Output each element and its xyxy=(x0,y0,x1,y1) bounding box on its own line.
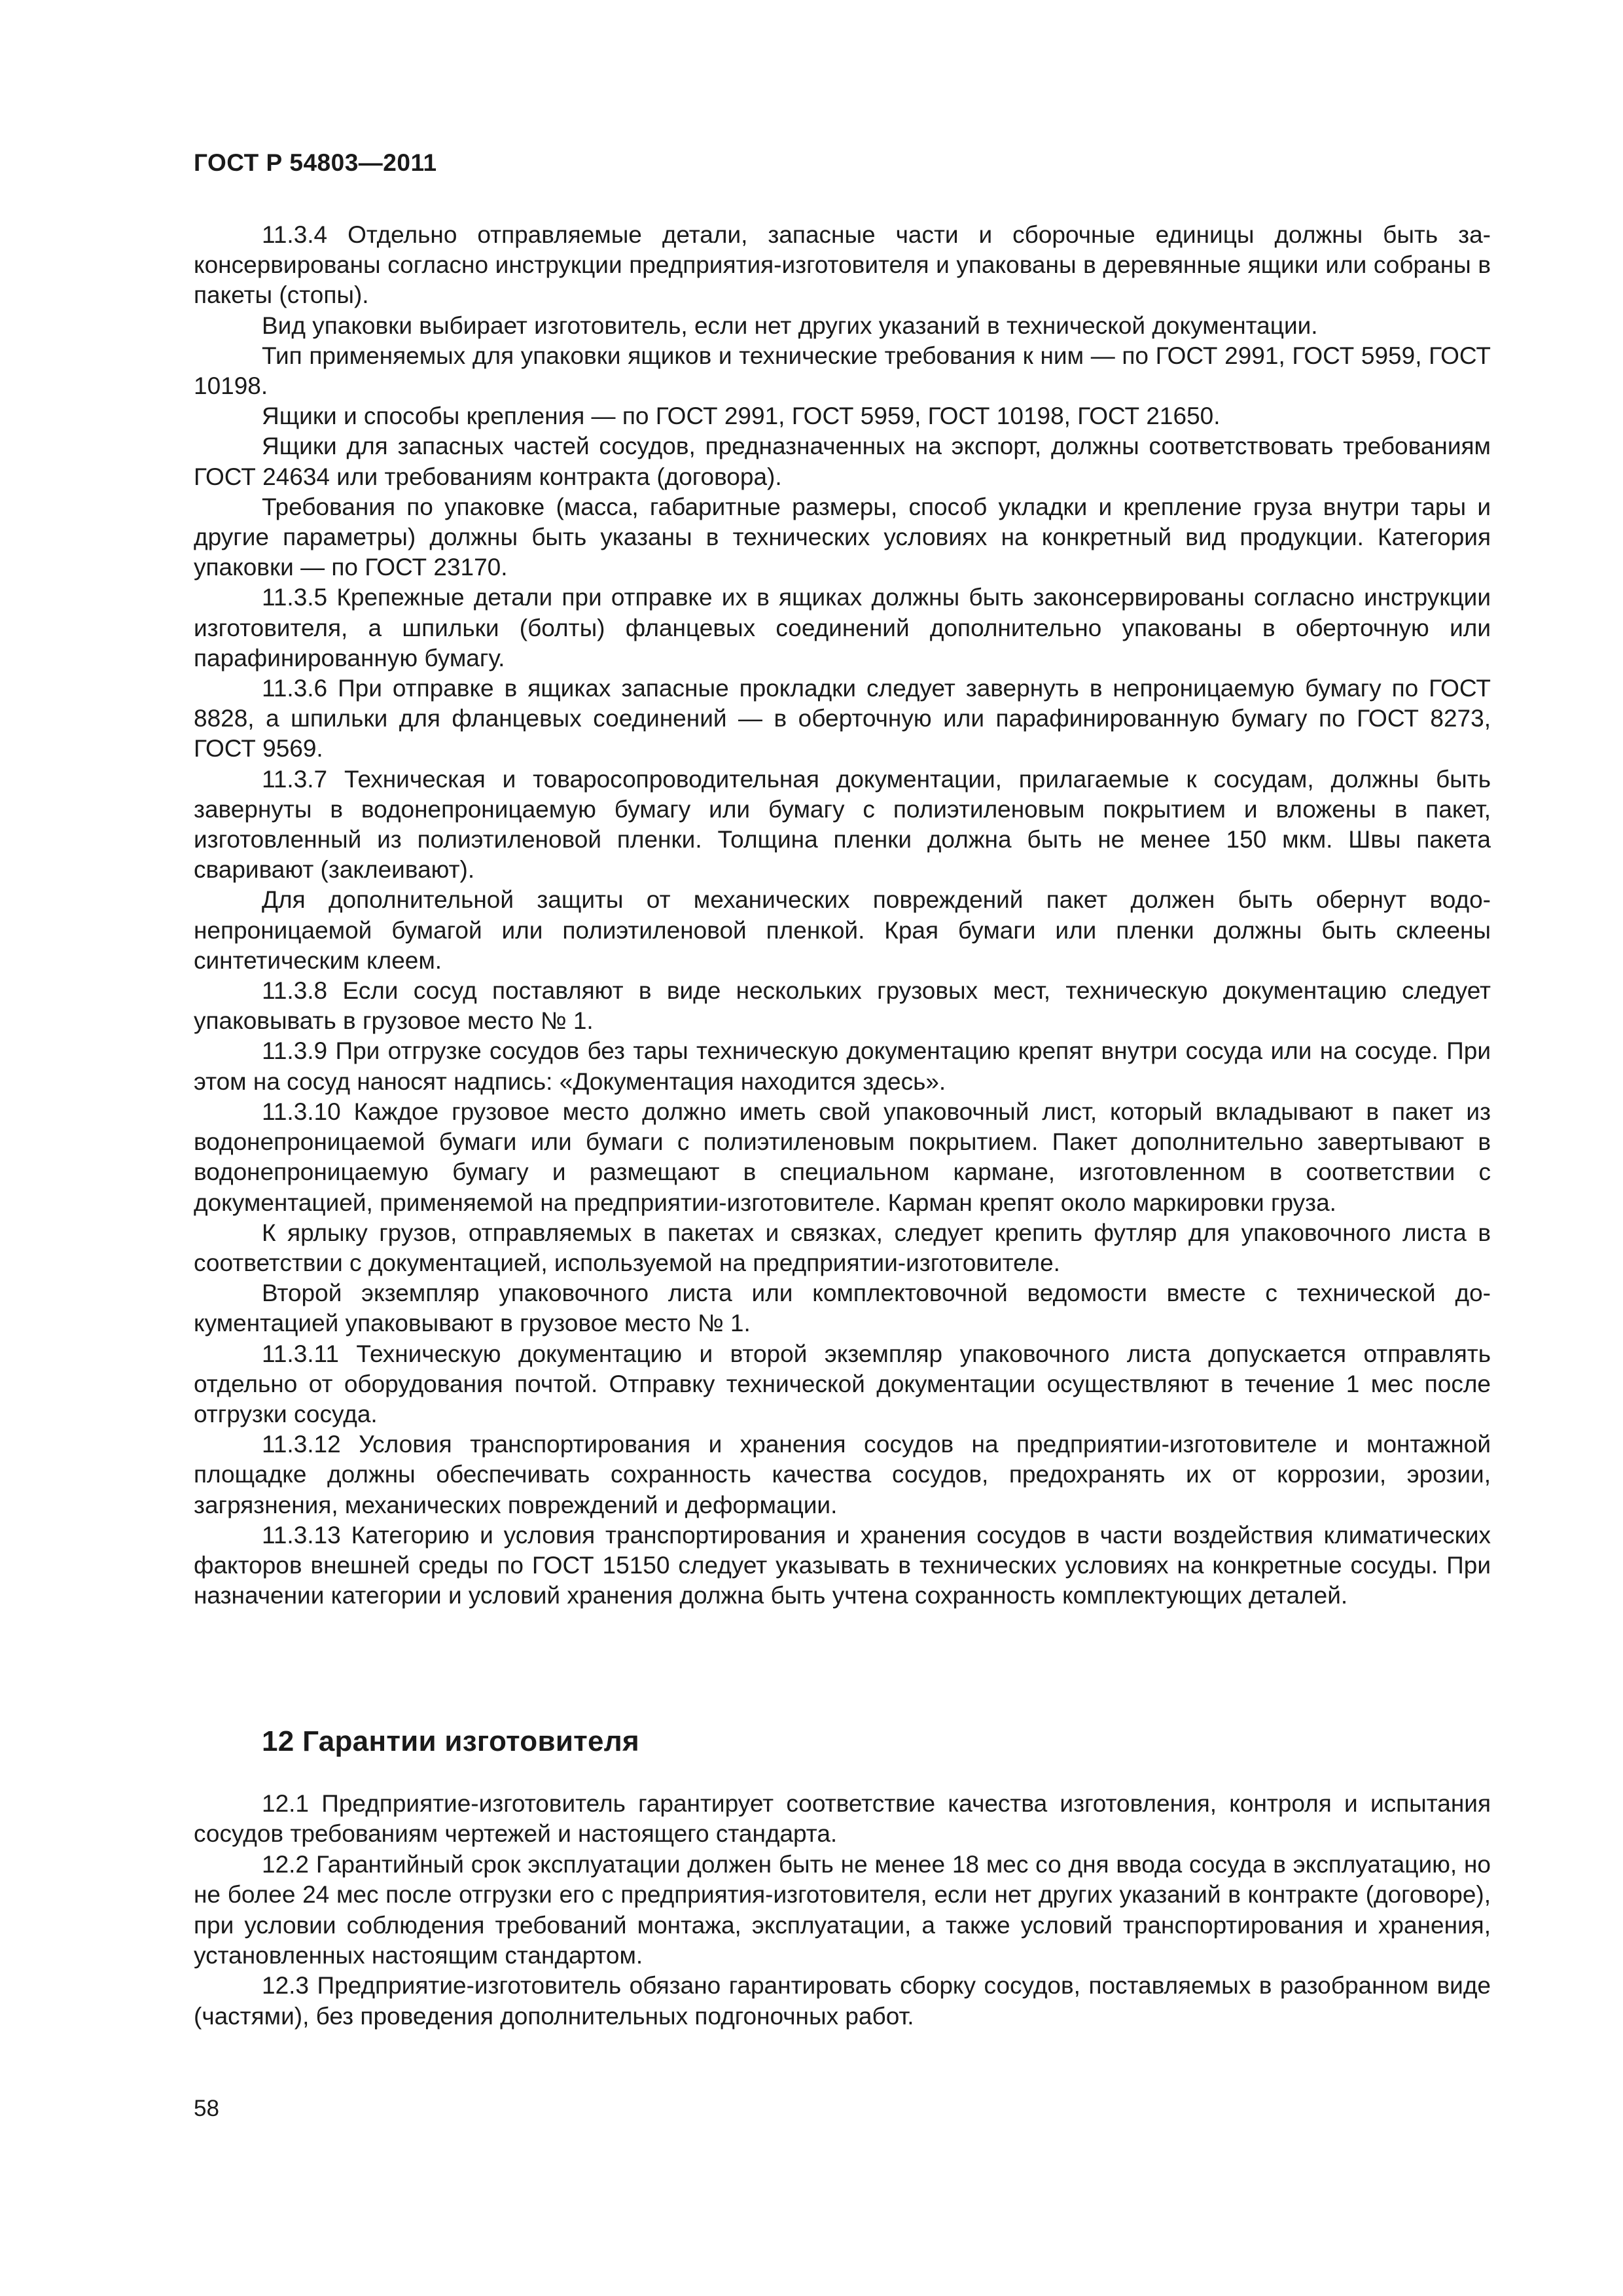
paragraph-11-3-9: 11.3.9 При отгрузке сосудов без тары техническую документацию крепят внутри сосуда или на сосуде. При этом на сосуд наносят надпись: «Документация находится здесь». xyxy=(194,1037,1491,1095)
paragraph-box-fixing: Ящики и способы крепления — по ГОСТ 2991, ГОСТ 5959, ГОСТ 10198, ГОСТ 21650. xyxy=(262,403,1221,430)
document-header: ГОСТ Р 54803—2011 xyxy=(194,149,437,176)
paragraph-11-3-5: 11.3.5 Крепежные детали при отправке их в ящиках должны быть законсервированы согласно инструкции изготовителя, а шпильки (болты) фланцевых соединений дополнительно упакованы в оберточную или парафинированную бумагу. xyxy=(194,584,1491,672)
paragraph-label-case: К ярлыку грузов, отправляемых в пакетах и связках, следует крепить футляр для упаковочного листа в соответствии с документацией, используемой на предприятии-изготовителе. xyxy=(194,1219,1491,1276)
section-12-body xyxy=(194,1789,1491,2032)
paragraph-11-3-7: 11.3.7 Техническая и товаросопроводительная документации, прилагаемые к сосудам, должны быть завернуты в водонепроницаемую бумагу или бумагу с полиэтиленовым покрытием и вложены в пакет, изготовленный из полиэтиленовой пленки. Толщина пленки должна быть не менее 150 мкм. Швы пакета сваривают (заклеивают). xyxy=(194,765,1491,884)
paragraph-11-3-12: 11.3.12 Условия транспортирования и хранения сосудов на предприятии-изготовителе и монтажной площадке должны обеспечивать сохранность качества сосудов, предохранять их от коррозии, эрозии, загрязнения, механических повреждений и деформации. xyxy=(194,1431,1491,1518)
paragraph-box-type: Тип применяемых для упаковки ящиков и технические требования к ним — по ГОСТ 2991, ГОСТ 5959, ГОСТ 10198. xyxy=(194,342,1491,400)
paragraph-11-3-8: 11.3.8 Если сосуд поставляют в виде нескольких грузовых мест, техническую документацию следует упаковывать в грузовое место № 1. xyxy=(194,977,1491,1035)
paragraph-11-3-6: 11.3.6 При отправке в ящиках запасные прокладки следует завернуть в непроницаемую бумагу по ГОСТ 8828, а шпильки для фланцевых соединений — в оберточную или парафинированную бумагу по ГОСТ 8273, ГОСТ 9569. xyxy=(194,675,1491,762)
paragraph-11-3-13: 11.3.13 Категорию и условия транспортирования и хранения сосудов в части воздействия климатических факторов внешней среды по ГОСТ 15150 следует указывать в технических условиях на конкретные сосуды. При назначении категории и условий хранения должна быть учтена сохранность комплектующих деталей. xyxy=(194,1521,1491,1609)
paragraph-packaging-type: Вид упаковки выбирает изготовитель, если нет других указаний в технической документации. xyxy=(262,312,1318,339)
paragraph-12-3: 12.3 Предприятие-изготовитель обязано гарантировать сборку сосудов, поставляемых в разобранном виде (частями), без проведения дополнительных подгоночных работ. xyxy=(194,1972,1491,2030)
section-11-body xyxy=(194,220,1491,1611)
paragraph-extra-protection: Для дополнительной защиты от механических повреждений пакет должен быть обернут водонепроницаемой бумагой или полиэтиленовой пленкой. Края бумаги или пленки должны быть склеены синтетическим клеем. xyxy=(194,886,1491,974)
paragraph-packaging-requirements: Требования по упаковке (масса, габаритные размеры, способ укладки и крепление груза внутри тары и другие параметры) должны быть указаны в технических условиях на конкретный вид продукции. Категория упаковки — по ГОСТ 23170. xyxy=(194,493,1491,581)
paragraph-12-1: 12.1 Предприятие-изготовитель гарантирует соответствие качества изготовления, контроля и испытания сосудов требованиям чертежей и настоящего стандарта. xyxy=(194,1790,1491,1848)
paragraph-11-3-11: 11.3.11 Техническую документацию и второй экземпляр упаковочного листа допускается отправлять отдельно от оборудования почтой. Отправку технической документации осуществляют в течение 1 мес после отгрузки сосуда. xyxy=(194,1340,1491,1427)
paragraph-11-3-4: 11.3.4 Отдельно отправляемые детали, запасные части и сборочные единицы должны быть законсервированы согласно инструкции предприятия-изготовителя и упакованы в деревянные ящики или собраны в пакеты (стопы). xyxy=(194,221,1491,309)
page-number: 58 xyxy=(194,2096,219,2121)
section-12-heading: 12 Гарантии изготовителя xyxy=(262,1725,640,1757)
paragraph-export-boxes: Ящики для запасных частей сосудов, предназначенных на экспорт, должны соответствовать требованиям ГОСТ 24634 или требованиям контракта (договора). xyxy=(194,433,1491,490)
paragraph-second-copy: Второй экземпляр упаковочного листа или комплектовочной ведомости вместе с технической документацией упаковывают в грузовое место № 1. xyxy=(194,1280,1491,1337)
paragraph-11-3-10: 11.3.10 Каждое грузовое место должно иметь свой упаковочный лист, который вкладывают в пакет из водонепроницаемой бумаги или бумаги с полиэтиленовым покрытием. Пакет дополнительно завертывают в водонепроницаемую бумагу и размещают в специальном кармане, изготовленном в соответствии с документацией, применяемой на предприятии-изготовителе. Карман крепят около маркировки груза. xyxy=(194,1098,1491,1216)
paragraph-12-2: 12.2 Гарантийный срок эксплуатации должен быть не менее 18 мес со дня ввода сосуда в эксплуатацию, но не более 24 мес после отгрузки его с предприятия-изготовителя, если нет других указаний в контракте (договоре), при условии соблюдения требований монтажа, эксплуатации, а также условий транспортирования и хранения, установленных настоящим стандартом. xyxy=(194,1850,1491,1969)
